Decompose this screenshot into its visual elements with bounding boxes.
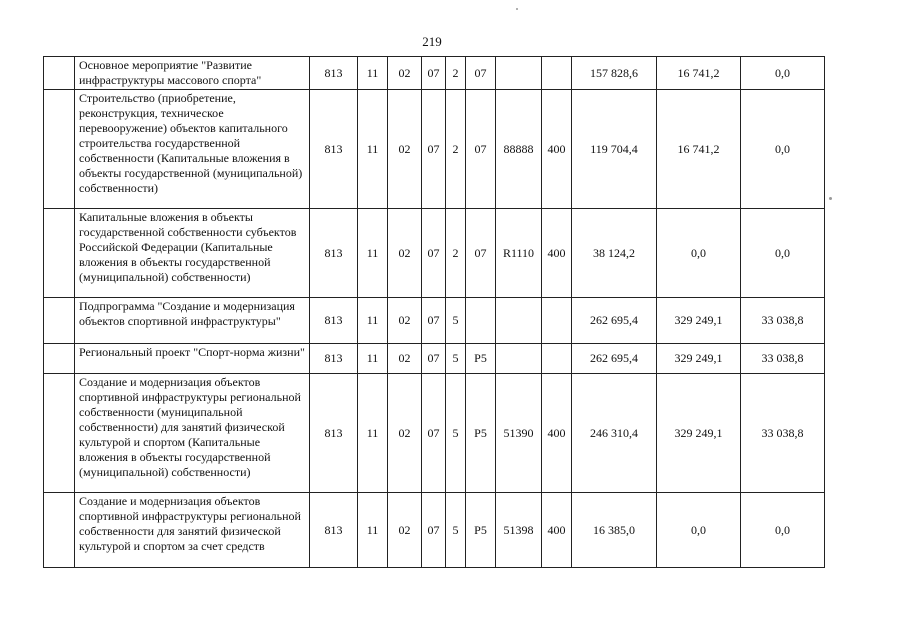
event-code: P5	[466, 493, 496, 568]
amount-year-2: 329 249,1	[657, 374, 741, 493]
subprogram-code: 2	[446, 57, 466, 90]
amount-year-1: 119 704,4	[572, 90, 657, 209]
table-row	[44, 90, 825, 209]
subsection-code: 02	[388, 374, 422, 493]
program-code: 07	[422, 344, 446, 374]
ministry-code: 813	[310, 209, 358, 298]
program-code: 07	[422, 90, 446, 209]
amount-year-3: 0,0	[741, 57, 825, 90]
subsection-code: 02	[388, 493, 422, 568]
table-row	[44, 209, 825, 298]
ministry-code: 813	[310, 57, 358, 90]
blank-cell	[44, 493, 75, 568]
event-code	[466, 298, 496, 344]
amount-year-2: 0,0	[657, 209, 741, 298]
budget-table	[43, 56, 825, 568]
expense-type-code: 400	[542, 90, 572, 209]
amount-year-1: 38 124,2	[572, 209, 657, 298]
section-code: 11	[358, 344, 388, 374]
item-name: Строительство (приобретение, реконструкция, техническое перевооружение) объектов капитального строительства государственной собственности (Капитальные вложения в объекты государственной (муниципальной) собственности)	[75, 90, 310, 209]
amount-year-3: 33 038,8	[741, 374, 825, 493]
program-code: 07	[422, 493, 446, 568]
amount-year-2: 329 249,1	[657, 344, 741, 374]
subsection-code: 02	[388, 90, 422, 209]
table-row	[44, 374, 825, 493]
program-code: 07	[422, 374, 446, 493]
subsection-code: 02	[388, 57, 422, 90]
subprogram-code: 2	[446, 209, 466, 298]
blank-cell	[44, 90, 75, 209]
event-code: P5	[466, 344, 496, 374]
expense-type-code	[542, 298, 572, 344]
expense-type-code	[542, 57, 572, 90]
blank-cell	[44, 57, 75, 90]
expense-type-code	[542, 344, 572, 374]
section-code: 11	[358, 298, 388, 344]
item-name: Основное мероприятие "Развитие инфраструктуры массового спорта"	[75, 57, 310, 90]
subprogram-code: 2	[446, 90, 466, 209]
subprogram-code: 5	[446, 493, 466, 568]
amount-year-1: 16 385,0	[572, 493, 657, 568]
section-code: 11	[358, 374, 388, 493]
subprogram-code: 5	[446, 344, 466, 374]
section-code: 11	[358, 57, 388, 90]
direction-code: 88888	[496, 90, 542, 209]
amount-year-3: 0,0	[741, 90, 825, 209]
section-code: 11	[358, 90, 388, 209]
direction-code: 51398	[496, 493, 542, 568]
program-code: 07	[422, 57, 446, 90]
expense-type-code: 400	[542, 493, 572, 568]
table-row	[44, 298, 825, 344]
section-code: 11	[358, 493, 388, 568]
table-row	[44, 57, 825, 90]
amount-year-2: 16 741,2	[657, 57, 741, 90]
direction-code: 51390	[496, 374, 542, 493]
subsection-code: 02	[388, 344, 422, 374]
blank-cell	[44, 298, 75, 344]
amount-year-3: 33 038,8	[741, 298, 825, 344]
amount-year-3: 33 038,8	[741, 344, 825, 374]
scan-speck	[516, 8, 518, 10]
program-code: 07	[422, 298, 446, 344]
blank-cell	[44, 374, 75, 493]
direction-code	[496, 57, 542, 90]
expense-type-code: 400	[542, 209, 572, 298]
table-row	[44, 493, 825, 568]
event-code: P5	[466, 374, 496, 493]
amount-year-1: 157 828,6	[572, 57, 657, 90]
page-number: 219	[422, 34, 442, 49]
blank-cell	[44, 344, 75, 374]
item-name: Создание и модернизация объектов спортивной инфраструктуры региональной собственности (муниципальной собственности) для занятий физической культурой и спортом (Капитальные вложения в объекты государственной (муниципальной) собственности)	[75, 374, 310, 493]
event-code: 07	[466, 209, 496, 298]
subsection-code: 02	[388, 209, 422, 298]
item-name: Капитальные вложения в объекты государственной собственности субъектов Российской Федерации (Капитальные вложения в объекты государственной (муниципальной) собственности)	[75, 209, 310, 298]
ministry-code: 813	[310, 374, 358, 493]
event-code: 07	[466, 90, 496, 209]
subprogram-code: 5	[446, 374, 466, 493]
item-name: Региональный проект "Спорт-норма жизни"	[75, 344, 310, 374]
amount-year-2: 16 741,2	[657, 90, 741, 209]
blank-cell	[44, 209, 75, 298]
item-name: Создание и модернизация объектов спортивной инфраструктуры региональной собственности для занятий физической культурой и спортом за счет средств	[75, 493, 310, 568]
program-code: 07	[422, 209, 446, 298]
amount-year-2: 329 249,1	[657, 298, 741, 344]
scan-speck	[829, 197, 832, 200]
subsection-code: 02	[388, 298, 422, 344]
amount-year-3: 0,0	[741, 209, 825, 298]
amount-year-2: 0,0	[657, 493, 741, 568]
table-row	[44, 344, 825, 374]
direction-code: R1110	[496, 209, 542, 298]
expense-type-code: 400	[542, 374, 572, 493]
ministry-code: 813	[310, 90, 358, 209]
ministry-code: 813	[310, 493, 358, 568]
subprogram-code: 5	[446, 298, 466, 344]
amount-year-1: 262 695,4	[572, 298, 657, 344]
direction-code	[496, 298, 542, 344]
amount-year-3: 0,0	[741, 493, 825, 568]
ministry-code: 813	[310, 344, 358, 374]
item-name: Подпрограмма "Создание и модернизация объектов спортивной инфраструктуры"	[75, 298, 310, 344]
amount-year-1: 262 695,4	[572, 344, 657, 374]
amount-year-1: 246 310,4	[572, 374, 657, 493]
direction-code	[496, 344, 542, 374]
event-code: 07	[466, 57, 496, 90]
ministry-code: 813	[310, 298, 358, 344]
section-code: 11	[358, 209, 388, 298]
